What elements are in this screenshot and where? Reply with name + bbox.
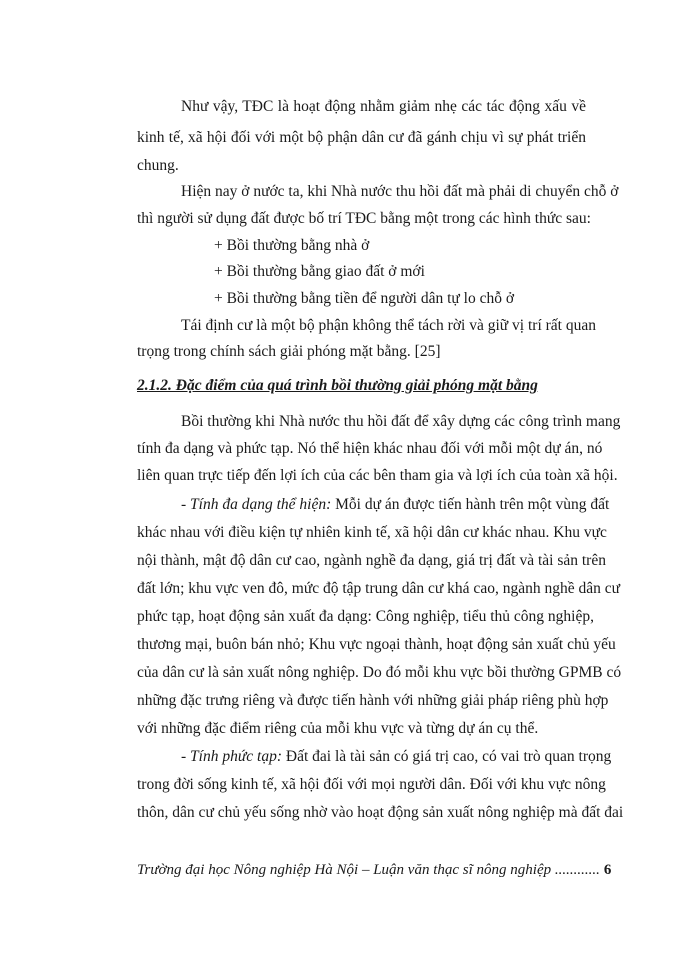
footer-text: Trường đại học Nông nghiệp Hà Nội – Luận văn thạc sĩ nông nghiệp ............ bbox=[137, 862, 600, 878]
italic-lead: - Tính phức tạp: bbox=[181, 748, 283, 765]
paragraph-line: Hiện nay ở nước ta, khi Nhà nước thu hồi đất mà phải di chuyển chỗ ở bbox=[181, 183, 619, 200]
paragraph-line bbox=[181, 495, 610, 515]
paragraph-line: Như vậy, TĐC là hoạt động nhằm giảm nhẹ các tác động xấu về bbox=[181, 98, 586, 115]
paragraph-line: Tái định cư là một bộ phận không thể tách rời và giữ vị trí rất quan bbox=[181, 317, 596, 334]
paragraph-line: trọng trong chính sách giải phóng mặt bằng. [25] bbox=[137, 343, 441, 360]
paragraph-line: thì người sử dụng đất được bố trí TĐC bằng một trong các hình thức sau: bbox=[137, 210, 591, 227]
paragraph-line: trong đời sống kinh tế, xã hội đối với mọi người dân. Đối với khu vực nông bbox=[137, 776, 606, 793]
paragraph-line: thương mại, buôn bán nhỏ; Khu vực ngoại thành, hoạt động sản xuất chủ yếu bbox=[137, 636, 616, 653]
paragraph-line: của dân cư là sản xuất nông nghiệp. Do đó mỗi khu vực bồi thường GPMB có bbox=[137, 664, 622, 681]
bullet-item: + Bồi thường bằng giao đất ở mới bbox=[214, 263, 425, 280]
page-number: 6 bbox=[603, 862, 612, 878]
paragraph-line: những đặc trưng riêng và được tiến hành với những giải pháp riêng phù hợp bbox=[137, 692, 609, 709]
line-rest: Đất đai là tài sản có giá trị cao, có vai trò quan trọng bbox=[282, 748, 612, 765]
paragraph-line bbox=[181, 747, 612, 767]
page-footer bbox=[137, 860, 612, 880]
paragraph-line: liên quan trực tiếp đến lợi ích của các bên tham gia và lợi ích của toàn xã hội. bbox=[137, 467, 618, 484]
paragraph-line: chung. bbox=[137, 157, 179, 174]
paragraph-line: Bồi thường khi Nhà nước thu hồi đất để xây dựng các công trình mang bbox=[181, 413, 621, 430]
section-heading: 2.1.2. Đặc điểm của quá trình bồi thường giải phóng mặt bằng bbox=[137, 377, 538, 394]
bullet-item: + Bồi thường bằng tiền để người dân tự lo chỗ ở bbox=[214, 290, 515, 307]
paragraph-line: nội thành, mật độ dân cư cao, ngành nghề đa dạng, giá trị đất và tài sản trên bbox=[137, 552, 606, 569]
paragraph-line: khác nhau với điều kiện tự nhiên kinh tế, xã hội dân cư khác nhau. Khu vực bbox=[137, 524, 607, 541]
paragraph-line: tính đa dạng và phức tạp. Nó thể hiện khác nhau đối với mỗi một dự án, nó bbox=[137, 440, 603, 457]
paragraph-line: với những đặc điểm riêng của mỗi khu vực và từng dự án cụ thể. bbox=[137, 720, 539, 737]
italic-lead: - Tính đa dạng thể hiện: bbox=[181, 496, 332, 513]
paragraph-line: thôn, dân cư chủ yếu sống nhờ vào hoạt động sản xuất nông nghiệp mà đất đai bbox=[137, 804, 624, 821]
paragraph-line: kinh tế, xã hội đối với một bộ phận dân cư đã gánh chịu vì sự phát triển bbox=[137, 129, 586, 146]
paragraph-line: phức tạp, hoạt động sản xuất đa dạng: Công nghiệp, tiểu thủ công nghiệp, bbox=[137, 608, 594, 625]
paragraph-line: đất lớn; khu vực ven đô, mức độ tập trung dân cư khá cao, ngành nghề dân cư bbox=[137, 580, 620, 597]
bullet-item: + Bồi thường bằng nhà ở bbox=[214, 237, 370, 254]
line-rest: Mỗi dự án được tiến hành trên một vùng đất bbox=[331, 496, 610, 513]
